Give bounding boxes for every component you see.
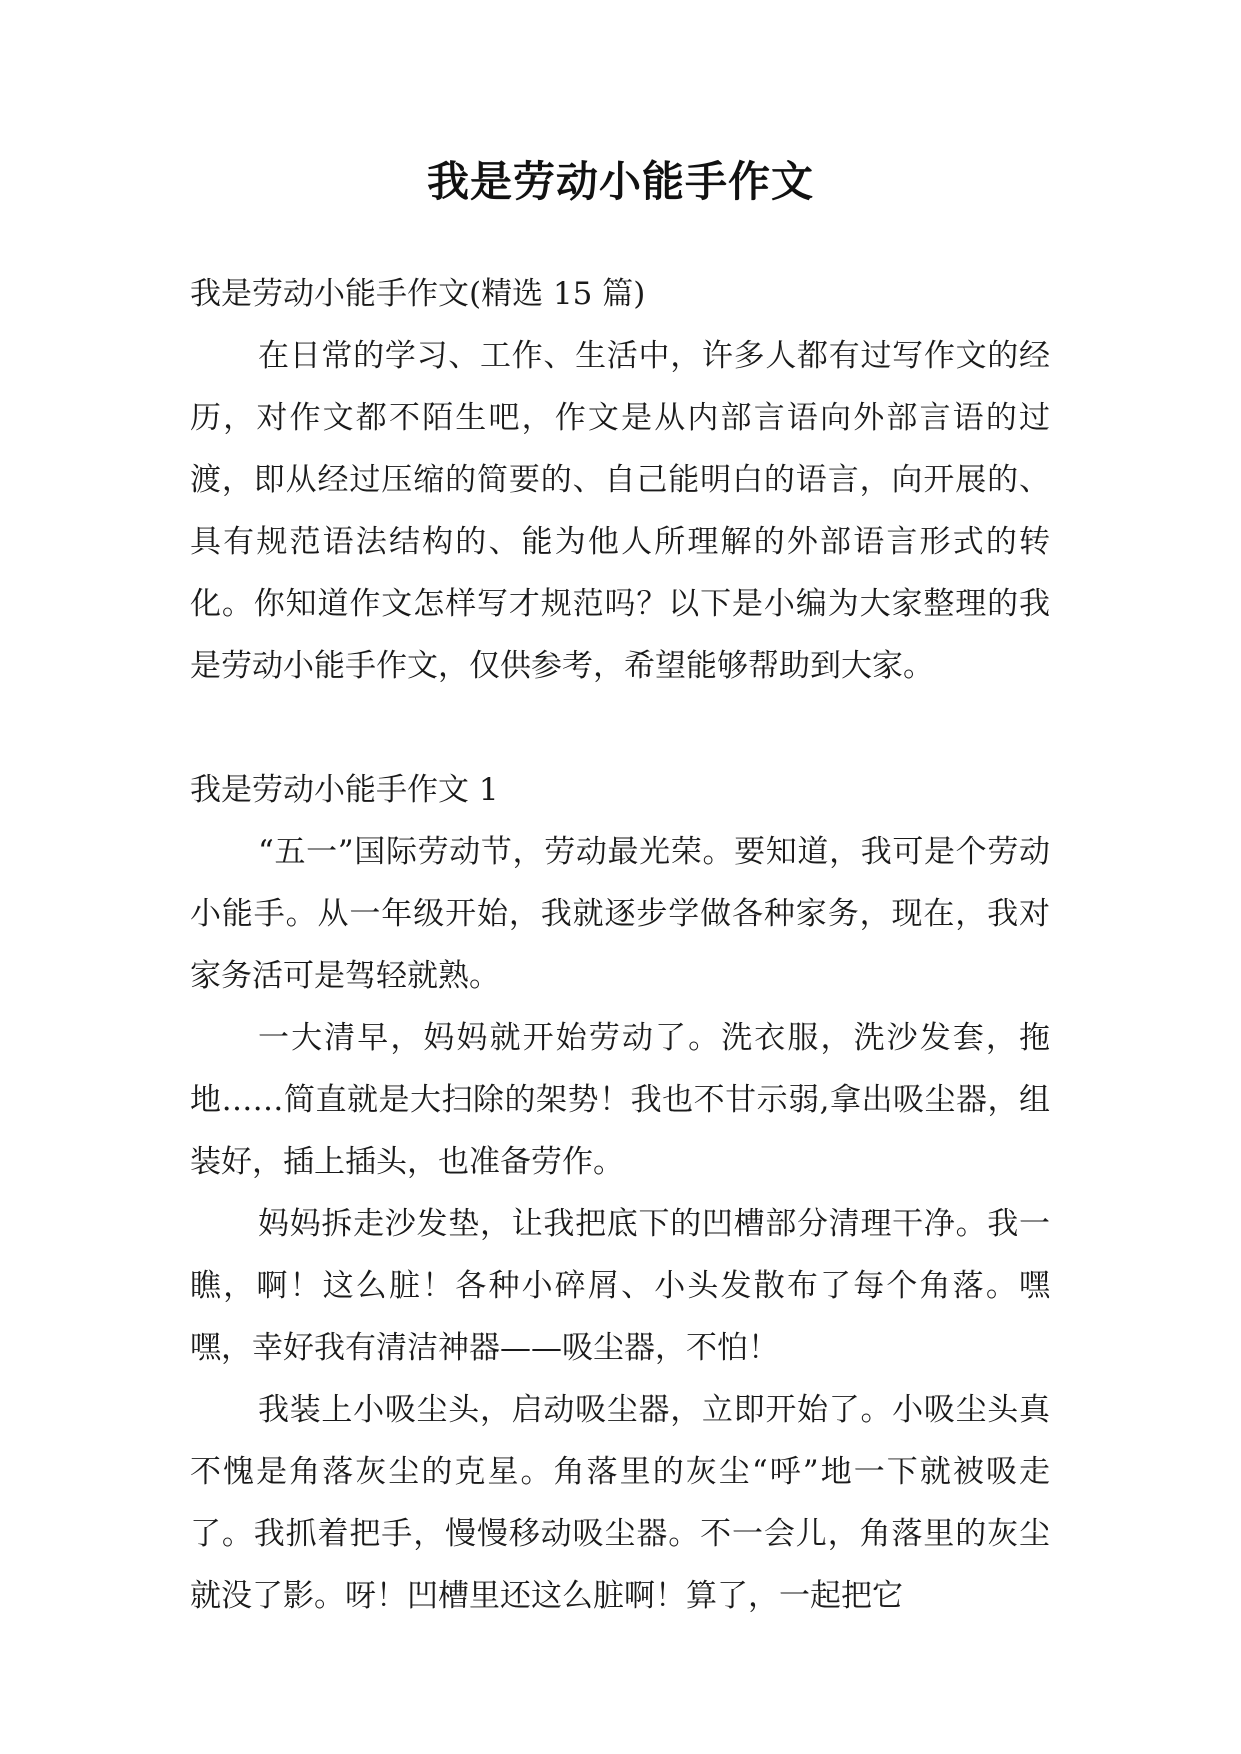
document-title: 我是劳动小能手作文 bbox=[426, 157, 814, 206]
document-body bbox=[190, 263, 1050, 1627]
section-paragraph: 一大清早，妈妈就开始劳动了。洗衣服，洗沙发套，拖地……简直就是大扫除的架势！我也不甘示弱,拿出吸尘器，组装好，插上插头，也准备劳作。 bbox=[190, 1020, 1050, 1180]
section-spacer bbox=[190, 697, 1050, 759]
section-paragraph: “五一”国际劳动节，劳动最光荣。要知道，我可是个劳动小能手。从一年级开始，我就逐步学做各种家务，现在，我对家务活可是驾轻就熟。 bbox=[190, 834, 1050, 994]
section-paragraph: 妈妈拆走沙发垫，让我把底下的凹槽部分清理干净。我一瞧，啊！这么脏！各种小碎屑、小头发散布了每个角落。嘿嘿，幸好我有清洁神器——吸尘器，不怕！ bbox=[190, 1206, 1050, 1366]
intro-paragraph: 在日常的学习、工作、生活中，许多人都有过写作文的经历，对作文都不陌生吧，作文是从内部言语向外部言语的过渡，即从经过压缩的简要的、自己能明白的语言，向开展的、具有规范语法结构的、能为他人所理解的外部语言形式的转化。你知道作文怎样写才规范吗？以下是小编为大家整理的我是劳动小能手作文，仅供参考，希望能够帮助到大家。 bbox=[190, 338, 1050, 684]
section-paragraph: 我装上小吸尘头，启动吸尘器，立即开始了。小吸尘头真不愧是角落灰尘的克星。角落里的灰尘“呼”地一下就被吸走了。我抓着把手，慢慢移动吸尘器。不一会儿，角落里的灰尘就没了影。呀！凹槽里还这么脏啊！算了，一起把它 bbox=[190, 1392, 1050, 1614]
document-subtitle: 我是劳动小能手作文(精选 15 篇) bbox=[190, 276, 646, 312]
section-heading: 我是劳动小能手作文 1 bbox=[190, 772, 499, 808]
